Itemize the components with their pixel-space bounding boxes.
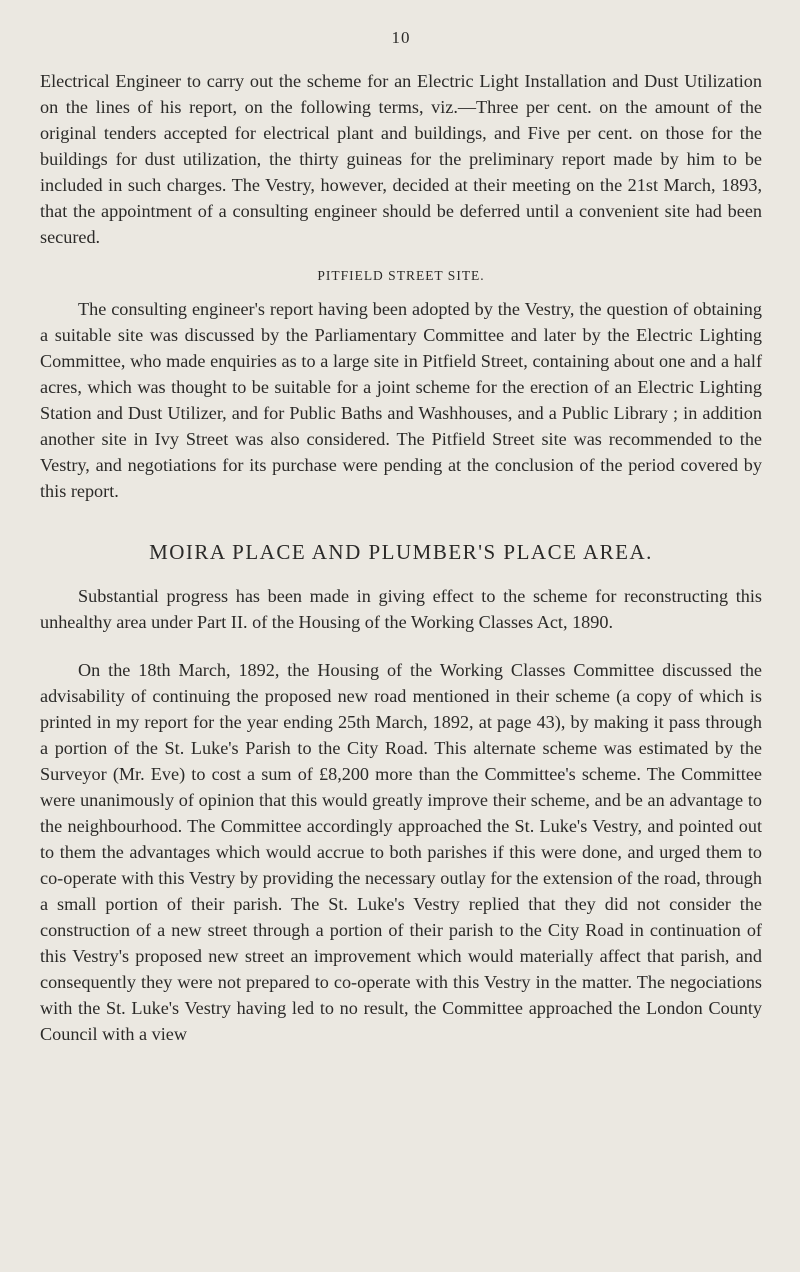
paragraph-moira-progress: Substantial progress has been made in giving effect to the scheme for reconstructing this unhealthy area under Part II. of the Housing of the Working Classes Act, 1890. bbox=[40, 586, 762, 632]
paragraph-intro: Electrical Engineer to carry out the scheme for an Electric Light Installation and Dust Utilization on the lines of his report, on the following terms, viz.—Three per cent. on the amount of the original tenders accepted for electrical plant and buildings, and Five per cent. on those for the buildings for dust utilization, the thirty guineas for the preliminary report made by him to be included in such charges. The Vestry, however, decided at their meeting on the 21st March, 1893, that the appointment of a consulting engineer should be deferred until a convenient site had been secured. bbox=[40, 71, 762, 247]
paragraph-moira-committee: On the 18th March, 1892, the Housing of the Working Classes Committee discussed the advisability of continuing the proposed new road mentioned in their scheme (a copy of which is printed in my report for the year ending 25th March, 1892, at page 43), by making it pass through a portion of the St. Luke's Parish to the City Road. This alternate scheme was estimated by the Surveyor (Mr. Eve) to cost a sum of £8,200 more than the Committee's scheme. The Committee were unanimously of opinion that this would greatly improve their scheme, and be an advantage to the neighbourhood. The Committee accordingly approached the St. Luke's Vestry, and pointed out to them the advantages which would accrue to both parishes if this were done, and urged them to co-operate with this Vestry by providing the necessary outlay for the extension of the road, through a small portion of their parish. The St. Luke's Vestry replied that they did not consider the construction of a new street through a portion of their parish to the City Road in continuation of this Vestry's proposed new street an improvement which would materially affect that parish, and consequently they were not prepared to co-operate with this Vestry in the matter. The negociations with the St. Luke's Vestry having led to no result, the Committee approached the London County Council with a view bbox=[40, 660, 762, 1044]
section-heading-pitfield-street-site: PITFIELD STREET SITE. bbox=[317, 268, 485, 283]
paragraph-pitfield: The consulting engineer's report having been adopted by the Vestry, the question of obtaining a suitable site was discussed by the Parliamentary Committee and later by the Electric Lighting Committee, who made enquiries as to a large site in Pitfield Street, containing about one and a half acres, which was thought to be suitable for a joint scheme for the erection of an Electric Lighting Station and Dust Utilizer, and for Public Baths and Washhouses, and a Public Library ; in addition another site in Ivy Street was also considered. The Pitfield Street site was recommended to the Vestry, and negotiations for its purchase were pending at the conclusion of the period covered by this report. bbox=[40, 299, 762, 501]
page-number: 10 bbox=[391, 28, 411, 47]
section-heading-moira-place: MOIRA PLACE AND PLUMBER'S PLACE AREA. bbox=[149, 540, 653, 564]
paragraph-gap bbox=[40, 635, 762, 657]
